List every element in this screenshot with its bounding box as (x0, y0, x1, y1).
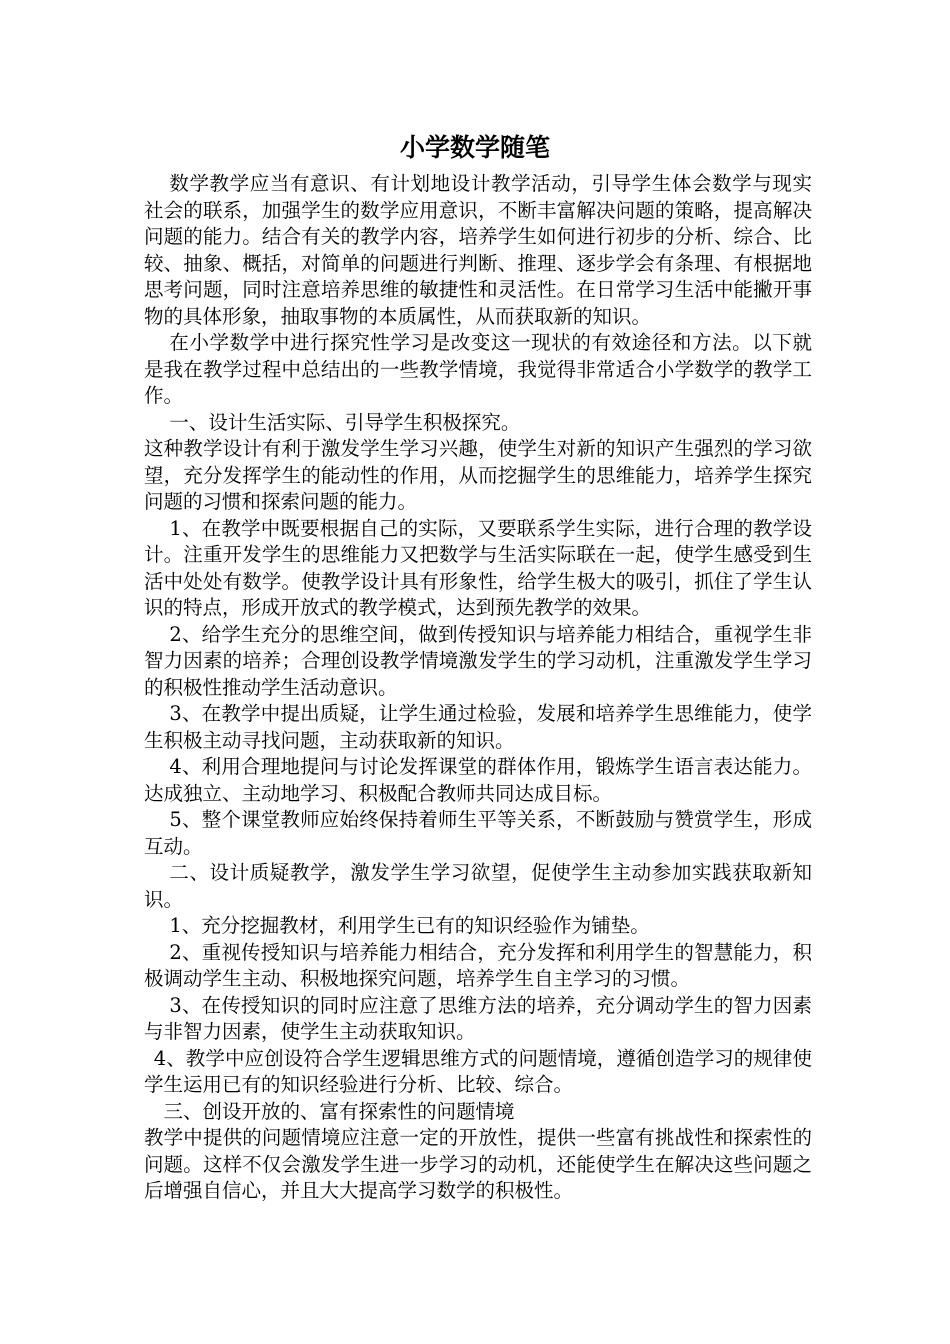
list-item-2-3: 3、在传授知识的同时应注意了思维方法的培养，充分调动学生的智力因素与非智力因素，使学生主动获取知识。 (144, 993, 812, 1043)
section-heading-2: 二、设计质疑教学，激发学生学习欲望，促使学生主动参加实践获取新知识。 (144, 861, 812, 911)
paragraph-inquiry: 在小学数学中进行探究性学习是改变这一现状的有效途径和方法。以下就是我在教学过程中总结出的一些教学情境，我觉得非常适合小学数学的教学工作。 (144, 331, 812, 407)
list-item-1-5: 5、整个课堂教师应始终保持着师生平等关系，不断鼓励与赞赏学生，形成互动。 (144, 808, 812, 858)
document-title: 小学数学随笔 (399, 133, 550, 162)
list-item-1-4: 4、利用合理地提问与讨论发挥课堂的群体作用，锻炼学生语言表达能力。达成独立、主动地学习、积极配合教师共同达成目标。 (144, 755, 812, 805)
document-body (144, 171, 812, 1205)
list-item-2-2: 2、重视传授知识与培养能力相结合，充分发挥和利用学生的智慧能力，积极调动学生主动、积极地探究问题，培养学生自主学习的习惯。 (144, 940, 812, 990)
paragraph-section-3-intro: 教学中提供的问题情境应注意一定的开放性，提供一些富有挑战性和探索性的问题。这样不仅会激发学生进一步学习的动机，还能使学生在解决这些问题之后增强自信心，并且大大提高学习数学的积极性。 (144, 1126, 812, 1202)
section-heading-3: 三、创设开放的、富有探索性的问题情境 (163, 1099, 515, 1123)
list-item-1-3: 3、在教学中提出质疑，让学生通过检验，发展和培养学生思维能力，使学生积极主动寻找问题，主动获取新的知识。 (144, 702, 812, 752)
section-heading-1: 一、设计生活实际、引导学生积极探究。 (169, 410, 521, 434)
list-item-1-2: 2、给学生充分的思维空间，做到传授知识与培养能力相结合，重视学生非智力因素的培养；合理创设教学情境激发学生的学习动机，注重激发学生学习的积极性推动学生活动意识。 (144, 622, 812, 699)
paragraph-intro: 数学教学应当有意识、有计划地设计教学活动，引导学生体会数学与现实社会的联系，加强学生的数学应用意识，不断丰富解决问题的策略，提高解决问题的能力。结合有关的教学内容，培养学生如何进行初步的分析、综合、比较、抽象、概括，对简单的问题进行判断、推理、逐步学会有条理、有根据地思考问题，同时注意培养思维的敏捷性和灵活性。在日常学习生活中能撇开事物的具体形象，抽取事物的本质属性，从而获取新的知识。 (144, 172, 812, 328)
list-item-2-4: 4、教学中应创设符合学生逻辑思维方式的问题情境，遵循创造学习的规律使学生运用已有的知识经验进行分析、比较、综合。 (144, 1046, 812, 1096)
paragraph-section-1-intro: 这种教学设计有利于激发学生学习兴趣，使学生对新的知识产生强烈的学习欲望，充分发挥学生的能动性的作用，从而挖掘学生的思维能力，培养学生探究问题的习惯和探索问题的能力。 (144, 437, 812, 513)
list-item-1-1: 1、在教学中既要根据自己的实际，又要联系学生实际，进行合理的教学设计。注重开发学生的思维能力又把数学与生活实际联在一起，使学生感受到生活中处处有数学。使教学设计具有形象性，给学生极大的吸引，抓住了学生认识的特点，形成开放式的教学模式，达到预先教学的效果。 (144, 516, 812, 619)
list-item-2-1: 1、充分挖掘教材，利用学生已有的知识经验作为铺垫。 (169, 914, 650, 937)
